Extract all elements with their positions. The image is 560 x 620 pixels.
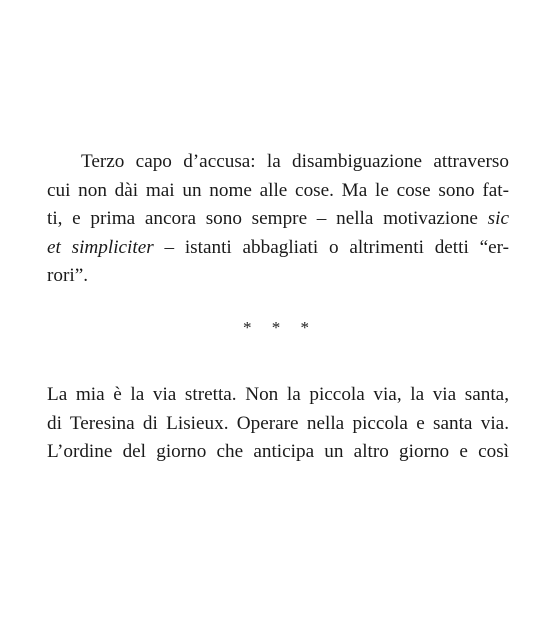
- paragraph1-italic-et-simpliciter: et simpliciter: [47, 236, 154, 258]
- paragraph-accusation: [47, 148, 509, 291]
- paragraph1-line-1: Terzo capo d’accusa: la disambiguazione attraverso: [81, 151, 509, 172]
- paragraph1-line-5: rori”.: [47, 265, 89, 286]
- paragraph1-line-3-text: ti, e prima ancora sono sempre – nella motivazione: [47, 208, 488, 229]
- paragraph2-line-3: L’ordine del giorno che anticipa un altro giorno e così: [47, 441, 509, 462]
- paragraph1-line-4-text: – istanti abbagliati o altrimenti detti “er-: [153, 236, 509, 258]
- paragraph-narrow-way: [47, 381, 509, 467]
- paragraph2-line-1: La mia è la via stretta. Non la piccola via, la via santa,: [47, 384, 509, 405]
- paragraph2-line-2: di Teresina di Lisieux. Operare nella piccola e santa via.: [47, 412, 509, 434]
- section-separator-asterisks: * * *: [243, 318, 317, 337]
- paragraph1-line-4: [47, 234, 509, 263]
- paragraph1-line-3: [47, 205, 509, 234]
- paragraph1-line-2: cui non dài mai un nome alle cose. Ma le cose sono fat-: [47, 179, 509, 201]
- paragraph1-italic-sic: sic: [487, 208, 509, 229]
